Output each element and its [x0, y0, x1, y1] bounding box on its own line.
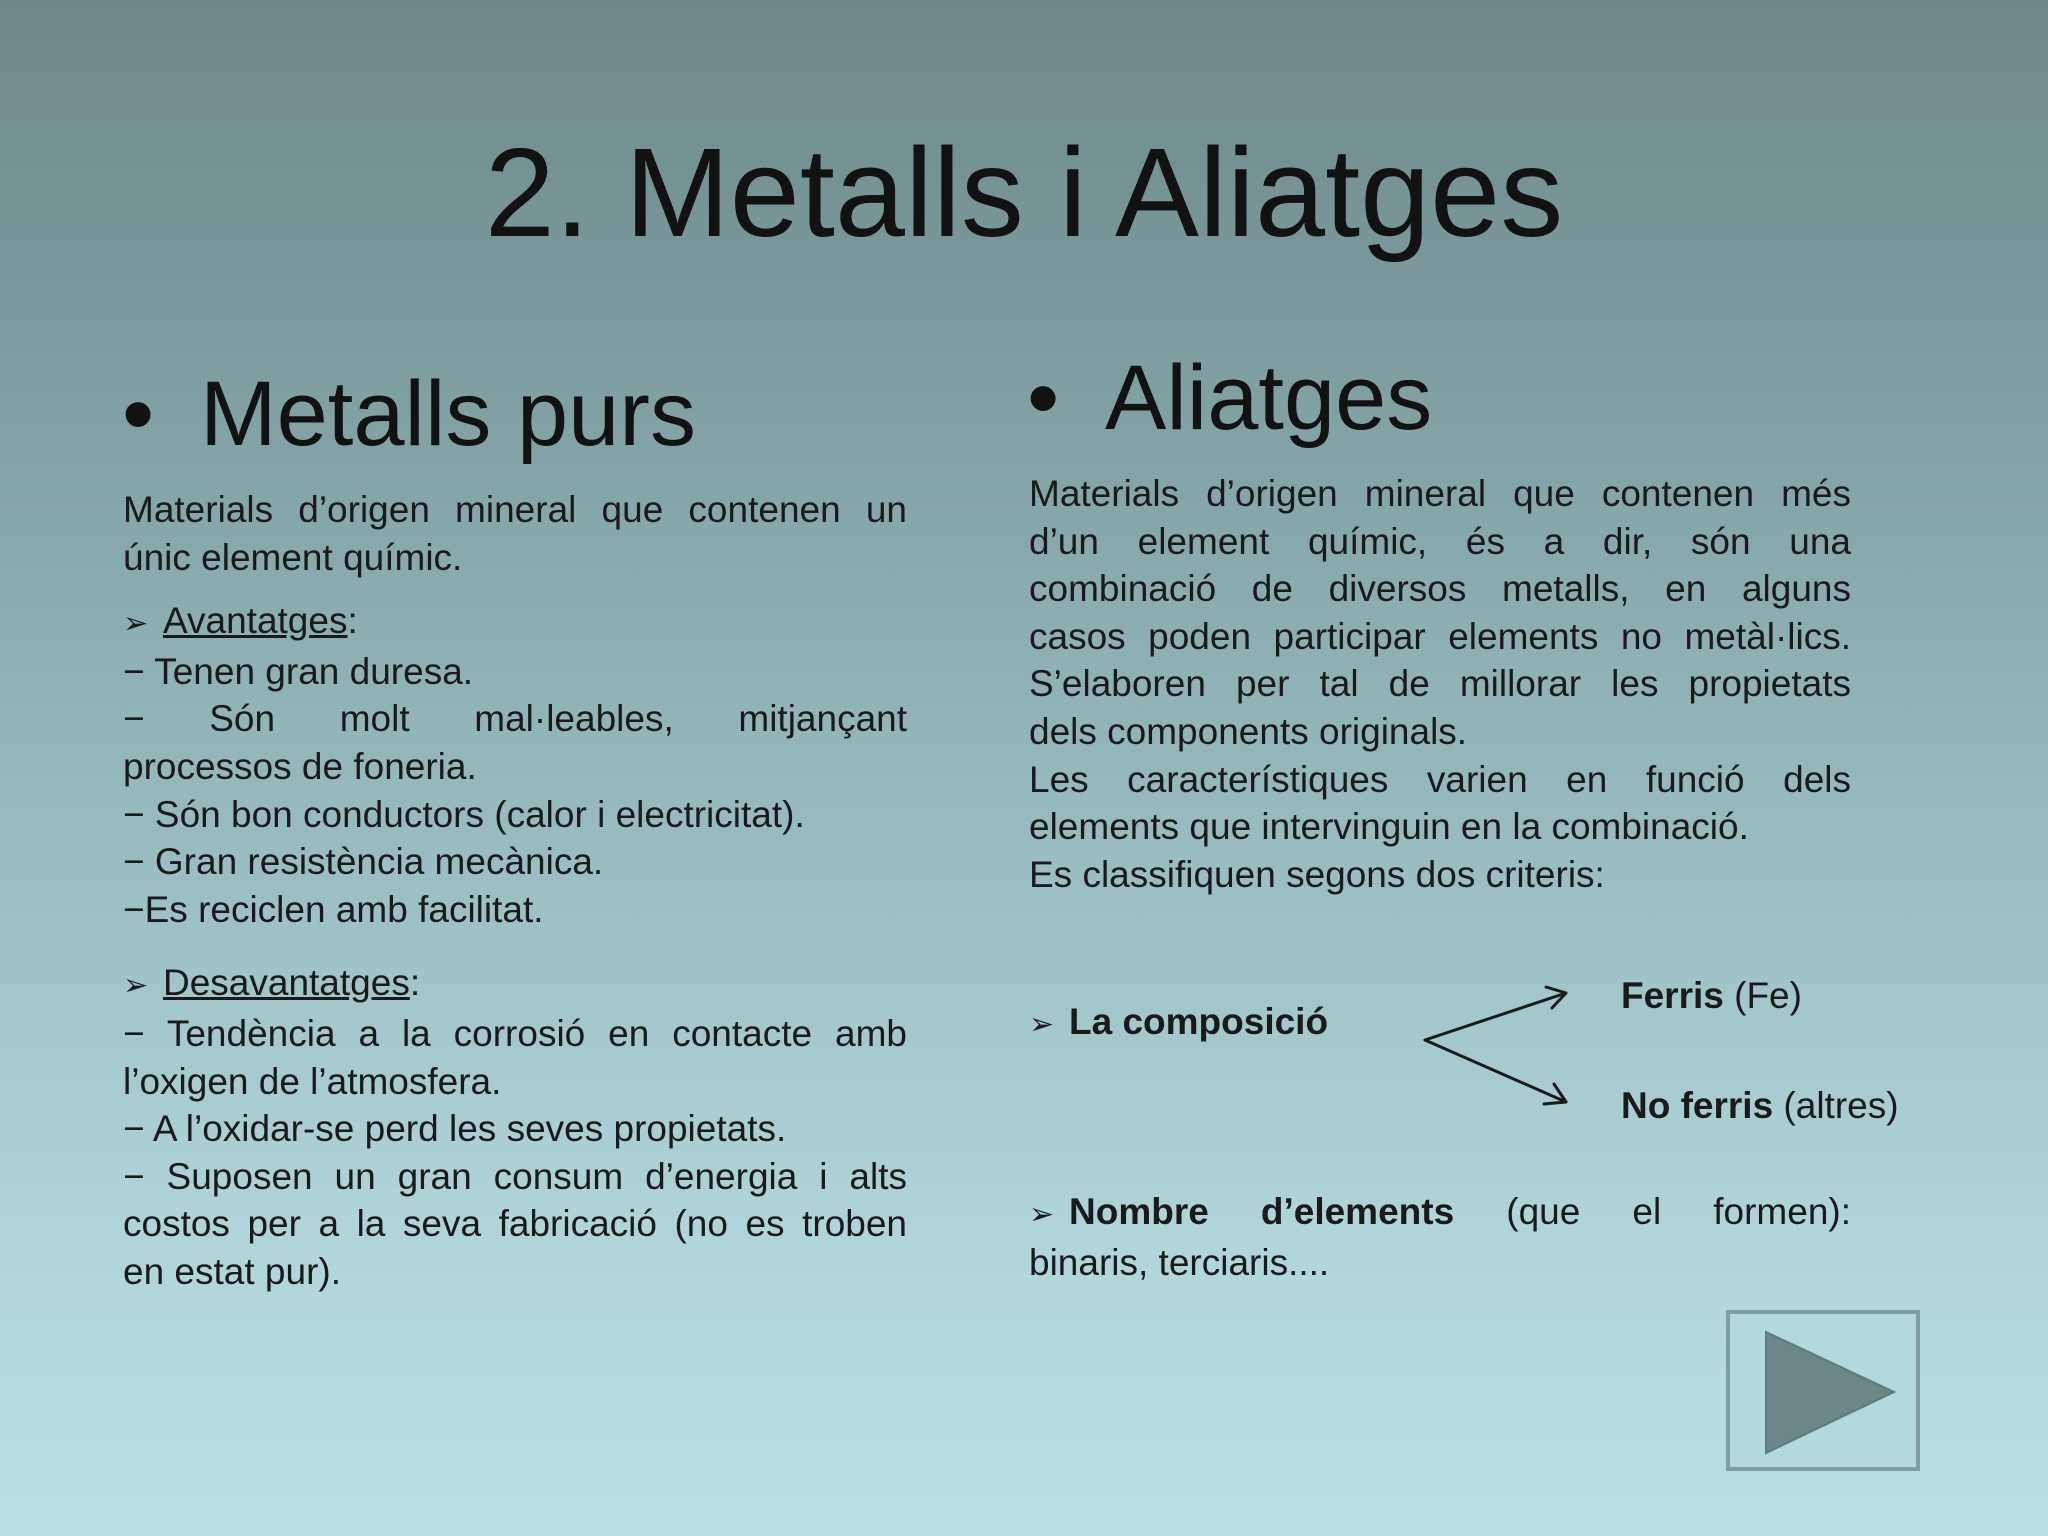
advantages-heading: ➢ Avantatges: [123, 597, 907, 648]
disadvantage-item: − Suposen un gran consum d’energia i alts [123, 1155, 907, 1197]
bullet-icon: • [1027, 347, 1060, 449]
right-column [1029, 470, 1851, 898]
left-heading-text: Metalls purs [200, 363, 696, 465]
right-paragraph-line: d’un element químic, és a dir, són una [1029, 520, 1851, 562]
right-paragraph-line: elements que intervinguin en la combinació. [1029, 806, 1749, 848]
disadvantages-label: Desavantatges [163, 962, 410, 1004]
bullet-icon: • [122, 363, 155, 465]
left-heading [122, 364, 696, 464]
arrow-bullet-icon: ➢ [123, 969, 149, 1003]
next-slide-button[interactable] [1726, 1310, 1920, 1471]
left-intro-line: Materials d’origen mineral que contenen un [123, 489, 907, 530]
right-paragraph-line: Es classifiquen segons dos criteris: [1029, 853, 1605, 895]
advantages-label: Avantatges [163, 600, 348, 642]
disadvantage-item: en estat pur). [123, 1250, 342, 1292]
disadvantage-item: costos per a la seva fabricació (no es troben [123, 1203, 907, 1245]
branch-arrows-icon [1420, 980, 1580, 1110]
arrow-to-nonferrous [1425, 1040, 1566, 1102]
criterion-composition-label: La composició [1069, 1001, 1329, 1042]
advantage-item: − Són bon conductors (calor i electricitat). [123, 793, 805, 835]
disadvantages-heading: ➢ Desavantatges: [123, 959, 907, 1010]
left-column [123, 486, 907, 1296]
criterion-elements-line: ➢ Nombre d’elements (que el formen): [1029, 1188, 1851, 1239]
ferrous-label: Ferris (Fe) [1621, 975, 1802, 1016]
criterion-elements-line2: binaris, terciaris.... [1029, 1241, 1330, 1283]
right-paragraph-line: Les característiques varien en funció dels [1029, 758, 1851, 800]
nonferrous-label: No ferris (altres) [1621, 1085, 1899, 1126]
left-intro-line: únic element químic. [123, 536, 463, 578]
right-paragraph-line: Materials d’origen mineral que contenen més [1029, 473, 1851, 514]
advantage-item: − Són molt mal·leables, mitjançant [123, 698, 907, 740]
arrow-to-ferrous [1425, 993, 1566, 1040]
right-heading-text: Aliatges [1105, 347, 1433, 449]
slide-title: 2. Metalls i Aliatges [484, 122, 1564, 263]
right-paragraph-line: S’elaboren per tal de millorar les propietats [1029, 663, 1851, 705]
disadvantage-item: − Tendència a la corrosió en contacte amb [123, 1012, 907, 1054]
arrow-bullet-icon: ➢ [1029, 1198, 1055, 1231]
advantage-item: −Es reciclen amb facilitat. [123, 888, 544, 930]
arrow-bullet-icon: ➢ [123, 607, 149, 641]
right-paragraph-line: dels components originals. [1029, 710, 1468, 752]
criterion-composition [1029, 998, 1328, 1049]
advantage-item: processos de foneria. [123, 745, 477, 787]
arrow-bullet-icon: ➢ [1029, 1008, 1055, 1041]
play-next-icon [1730, 1314, 1916, 1467]
advantage-item: − Tenen gran duresa. [123, 650, 474, 692]
right-heading [1027, 348, 1432, 448]
advantage-item: − Gran resistència mecànica. [123, 841, 604, 883]
disadvantage-item: − A l’oxidar-se perd les seves propietats. [123, 1108, 787, 1150]
criterion-elements [1029, 1188, 1851, 1286]
right-paragraph-line: combinació de diversos metalls, en alguns [1029, 568, 1851, 610]
right-paragraph-line: casos poden participar elements no metàl·lics. [1029, 615, 1851, 657]
disadvantage-item: l’oxigen de l’atmosfera. [123, 1060, 502, 1102]
